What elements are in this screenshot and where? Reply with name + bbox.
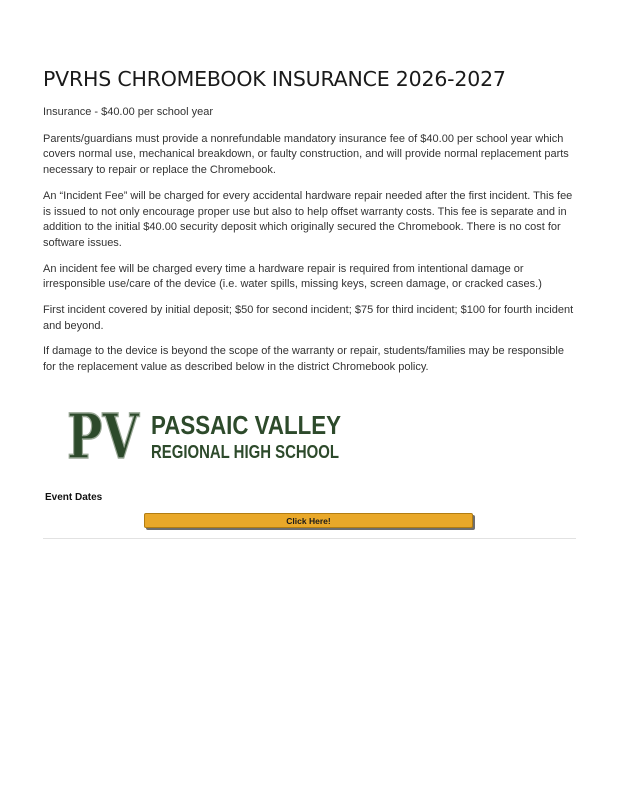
logo-line-1: PASSAIC VALLEY bbox=[151, 409, 341, 440]
incident-schedule-paragraph: First incident covered by initial deposit; $50 for second incident; $75 for third incident; $100 for fourth incident and beyond. bbox=[43, 304, 574, 332]
click-here-button[interactable]: Click Here! bbox=[144, 513, 473, 528]
school-logo bbox=[65, 398, 345, 473]
replacement-value-paragraph: If damage to the device is beyond the scope of the warranty or repair, students/families may be responsible for the replacement value as described below in the district Chromebook policy. bbox=[43, 345, 564, 374]
insurance-price-text: Insurance - $40.00 per school year bbox=[43, 106, 213, 118]
event-dates-label: Event Dates bbox=[45, 491, 103, 503]
intentional-damage-paragraph: An incident fee will be charged every time a hardware repair is required from intentional damage or irresponsible use/care of the device (i.e. water spills, missing keys, screen damage, or cracked cases.) bbox=[43, 262, 542, 291]
logo-monogram: PV bbox=[67, 399, 140, 473]
logo-line-2: REGIONAL HIGH SCHOOL bbox=[151, 441, 339, 462]
incident-fee-paragraph: An “Incident Fee” will be charged for every accidental hardware repair needed after the first incident. This fee is issued to not only encourage proper use but also to help offset warranty costs. This fee is separate and in addition to the initial $40.00 security deposit which originally secured the Chromebook. There is no cost for software issues. bbox=[43, 189, 573, 249]
page-title: PVRHS CHROMEBOOK INSURANCE 2026-2027 bbox=[43, 67, 506, 91]
page-content bbox=[43, 66, 576, 539]
click-here-button-container bbox=[144, 513, 478, 533]
insurance-fee-paragraph: Parents/guardians must provide a nonrefundable mandatory insurance fee of $40.00 per school year which covers normal use, mechanical breakdown, or faulty construction, and will provide normal replacement parts necessary to repair or replace the Chromebook. bbox=[43, 132, 569, 177]
divider bbox=[43, 538, 576, 539]
